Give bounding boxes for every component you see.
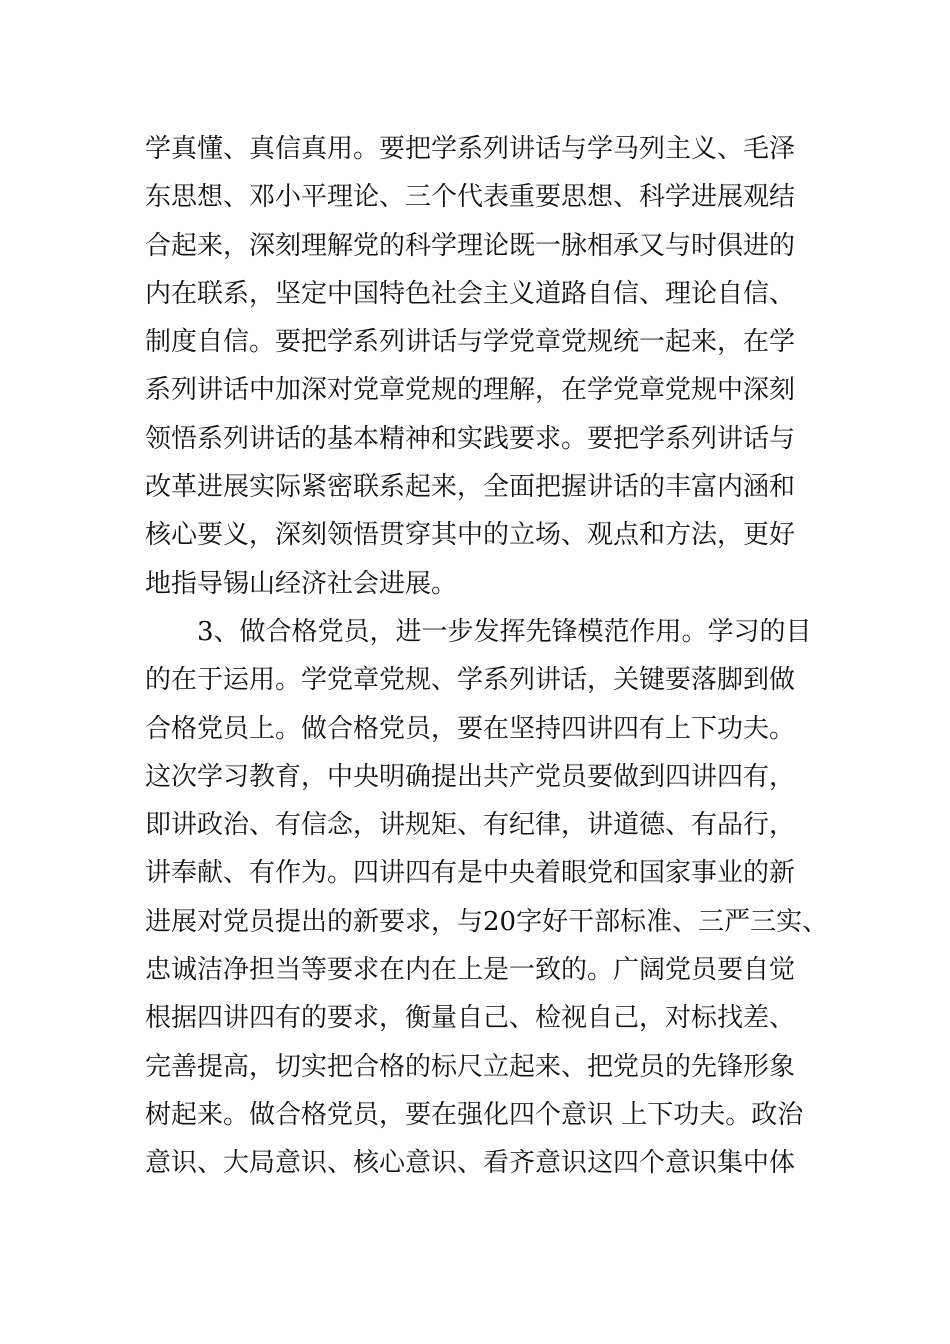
text-line: 学真懂、真信真用。要把学系列讲话与学马列主义、毛泽 [145, 134, 796, 164]
text-line: 内在联系，坚定中国特色社会主义道路自信、理论自信、 [145, 278, 796, 309]
text-line: 核心要义，深刻领悟贯穿其中的立场、观点和方法，更好 [145, 520, 796, 551]
text-line: 地指导锡山经济社会进展。 [145, 568, 458, 599]
text-line: 讲奉献、有作为。四讲四有是中央着眼党和国家事业的新 [145, 858, 796, 889]
text-line: 领悟系列讲话的基本精神和实践要求。要把学系列讲话与 [145, 423, 796, 454]
text-line: 进展对党员提出的新要求，与20字好干部标准、三严三实、 [145, 906, 829, 937]
text-line: 改革进展实际紧密联系起来，全面把握讲话的丰富内涵和 [145, 472, 796, 503]
body-text [145, 125, 829, 1188]
text-line: 的在于运用。学党章党规、学系列讲话，关键要落脚到做 [145, 665, 796, 696]
text-line: 根据四讲四有的要求，衡量自己、检视自己，对标找差、 [145, 1003, 796, 1034]
text-line: 树起来。做合格党员，要在强化四个意识 上下功夫。政治 [145, 1099, 804, 1130]
text-line: 合起来，深刻理解党的科学理论既一脉相承又与时俱进的 [145, 230, 796, 261]
text-line: 忠诚洁净担当等要求在内在上是一致的。广阔党员要自觉 [145, 955, 796, 986]
text-line: 合格党员上。做合格党员，要在坚持四讲四有上下功夫。 [145, 713, 796, 744]
text-line: 制度自信。要把学系列讲话与学党章党规统一起来，在学 [145, 327, 796, 358]
text-line: 完善提高，切实把合格的标尺立起来、把党员的先锋形象 [145, 1051, 796, 1082]
paragraph-start-line: 3、做合格党员，进一步发挥先锋模范作用。学习的目 [197, 616, 812, 647]
text-line: 意识、大局意识、核心意识、看齐意识这四个意识集中体 [145, 1148, 796, 1179]
text-line: 东思想、邓小平理论、三个代表重要思想、科学进展观结 [145, 182, 796, 213]
text-line: 这次学习教育，中央明确提出共产党员要做到四讲四有， [145, 761, 796, 792]
text-line: 即讲政治、有信念，讲规矩、有纪律，讲道德、有品行， [145, 810, 796, 841]
text-line: 系列讲话中加深对党章党规的理解，在学党章党规中深刻 [145, 375, 796, 406]
